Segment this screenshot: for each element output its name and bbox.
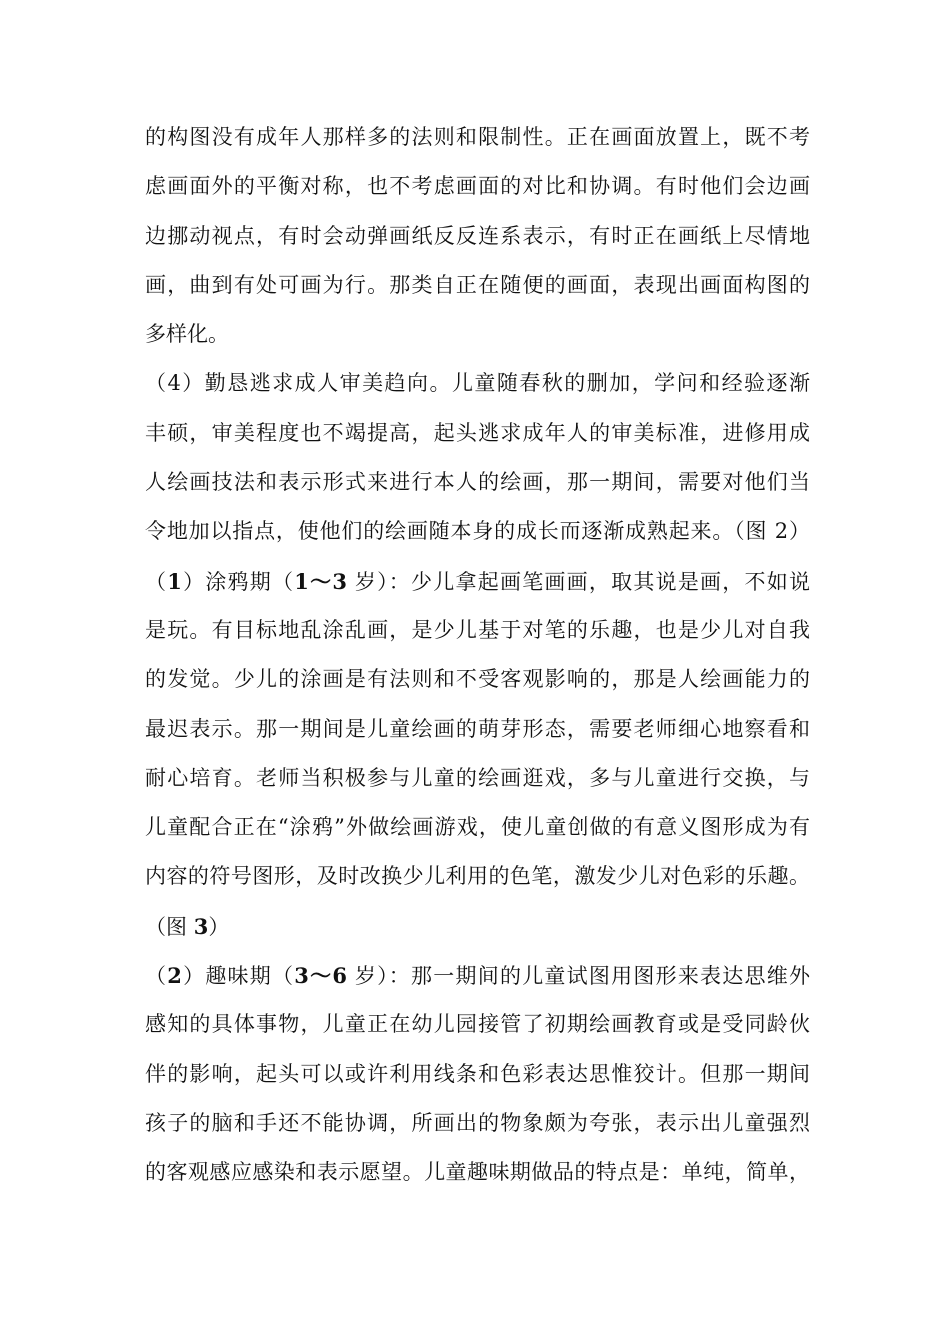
text-line: 是玩。有目标地乱涂乱画，是少儿基于对笔的乐趣，也是少儿对自我 [145,617,810,642]
figure-reference-line: （图 3） [145,913,230,939]
section-heading-line: （1）涂鸦期（1～3 岁）：少儿拿起画笔画画，取其说是画，不如说 [145,568,810,594]
text-line: 耐心培育。老师当积极参与儿童的绘画逛戏，多与儿童进行交换，与 [145,765,810,790]
text-line: 虑画面外的平衡对称，也不考虑画面的对比和协调。有时他们会边画 [145,174,810,199]
text-line: 内容的符号图形，及时改换少儿利用的色笔，激发少儿对色彩的乐趣。 [145,864,810,889]
text-line: 孩子的脑和手还不能协调，所画出的物象颇为夸张，表示出儿童强烈 [145,1110,810,1135]
body-text [145,113,810,1198]
text-line: 边挪动视点，有时会动弹画纸反反连系表示，有时正在画纸上尽情地 [145,223,810,248]
paragraph-start-line: （4）勤恳逃求成人审美趋向。儿童随春秋的删加，学问和经验逐渐 [145,371,810,396]
text-line: 感知的具体事物，儿童正在幼儿园接管了初期绘画教育或是受同龄伙 [145,1012,810,1037]
text-line: 画，曲到有处可画为行。那类自正在随便的画面，表现出画面构图的 [145,272,810,297]
text-line: 的发觉。少儿的涂画是有法则和不受客观影响的，那是人绘画能力的 [145,667,810,692]
text-line: 令地加以指点，使他们的绘画随本身的成长而逐渐成熟起来。（图 2） [145,519,810,544]
text-line: 的构图没有成年人那样多的法则和限制性。正在画面放置上，既不考 [145,125,810,149]
text-line: 伴的影响，起头可以或许利用线条和色彩表达思惟狡计。但那一期间 [145,1061,810,1086]
text-line: 儿童配合正在“涂鸦”外做绘画游戏，使儿童创做的有意义图形成为有 [145,815,810,840]
text-line: 最迟表示。那一期间是儿童绘画的萌芽形态，需要老师细心地察看和 [145,716,810,741]
text-line: 多样化。 [145,322,229,347]
section-heading-line: （2）趣味期（3～6 岁）：那一期间的儿童试图用图形来表达思维外 [145,963,810,989]
text-line: 的客观感应感染和表示愿望。儿童趣味期做品的特点是：单纯，简单， [145,1160,810,1185]
text-line: 丰硕，审美程度也不竭提高，起头逃求成年人的审美标准，进修用成 [145,420,810,445]
text-line: 人绘画技法和表示形式来进行本人的绘画，那一期间，需要对他们当 [145,470,810,495]
